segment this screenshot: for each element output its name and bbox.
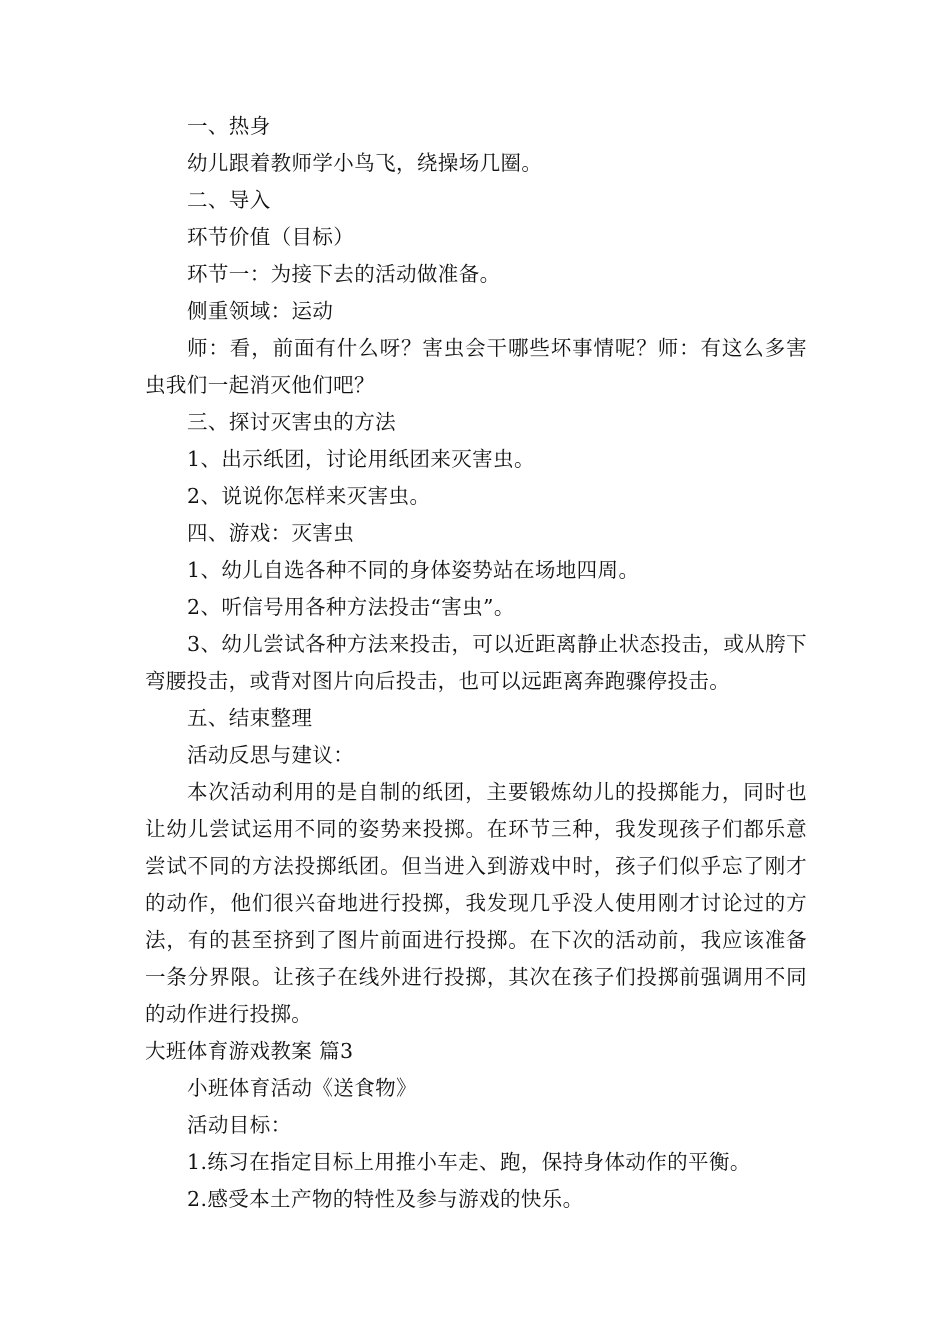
paragraph-domain: 侧重领域：运动 bbox=[187, 299, 334, 323]
paragraph-reflection: 本次活动利用的是自制的纸团，主要锻炼幼儿的投掷能力，同时也让幼儿尝试运用不同的姿势来投掷。在环节三种，我发现孩子们都乐意尝试不同的方法投掷纸团。但当进入到游戏中时，孩子们似乎忘了刚才的动作，他们很兴奋地进行投掷，我发现几乎没人使用刚才讨论过的方法，有的甚至挤到了图片前面进行投掷。在下次的活动前，我应该准备一条分界限。让孩子在线外进行投掷，其次在孩子们投掷前强调用不同的动作进行投掷。 bbox=[145, 780, 807, 1026]
heading-discuss-methods: 三、探讨灭害虫的方法 bbox=[187, 410, 396, 434]
list-item: 2、听信号用各种方法投击“害虫”。 bbox=[187, 595, 515, 619]
section-heading: 大班体育游戏教案 篇3 bbox=[145, 1039, 354, 1063]
list-item: 3、幼儿尝试各种方法来投击，可以近距离静止状态投击，或从胯下弯腰投击，或背对图片向后投击，也可以远距离奔跑骤停投击。 bbox=[145, 632, 807, 693]
paragraph-warmup-desc: 幼儿跟着教师学小鸟飞，绕操场几圈。 bbox=[187, 151, 543, 175]
paragraph-teacher-dialogue: 师：看，前面有什么呀？害虫会干哪些坏事情呢？师：有这么多害虫我们一起消灭他们吧？ bbox=[145, 336, 807, 397]
heading-intro: 二、导入 bbox=[187, 188, 271, 212]
document-page bbox=[145, 108, 807, 1218]
list-item: 2.感受本土产物的特性及参与游戏的快乐。 bbox=[187, 1187, 584, 1211]
heading-warmup: 一、热身 bbox=[187, 114, 271, 138]
list-item: 1、出示纸团，讨论用纸团来灭害虫。 bbox=[187, 447, 535, 471]
paragraph-value: 环节价值（目标） bbox=[187, 225, 355, 249]
paragraph-activity-title: 小班体育活动《送食物》 bbox=[187, 1076, 417, 1100]
heading-reflection: 活动反思与建议： bbox=[187, 743, 355, 767]
list-item: 1、幼儿自选各种不同的身体姿势站在场地四周。 bbox=[187, 558, 640, 582]
heading-game: 四、游戏：灭害虫 bbox=[187, 521, 355, 545]
paragraph-step-one: 环节一：为接下去的活动做准备。 bbox=[187, 262, 501, 286]
heading-wrapup: 五、结束整理 bbox=[187, 706, 313, 730]
list-item: 2、说说你怎样来灭害虫。 bbox=[187, 484, 431, 508]
paragraph-goals-label: 活动目标： bbox=[187, 1113, 292, 1137]
list-item: 1.练习在指定目标上用推小车走、跑，保持身体动作的平衡。 bbox=[187, 1150, 751, 1174]
